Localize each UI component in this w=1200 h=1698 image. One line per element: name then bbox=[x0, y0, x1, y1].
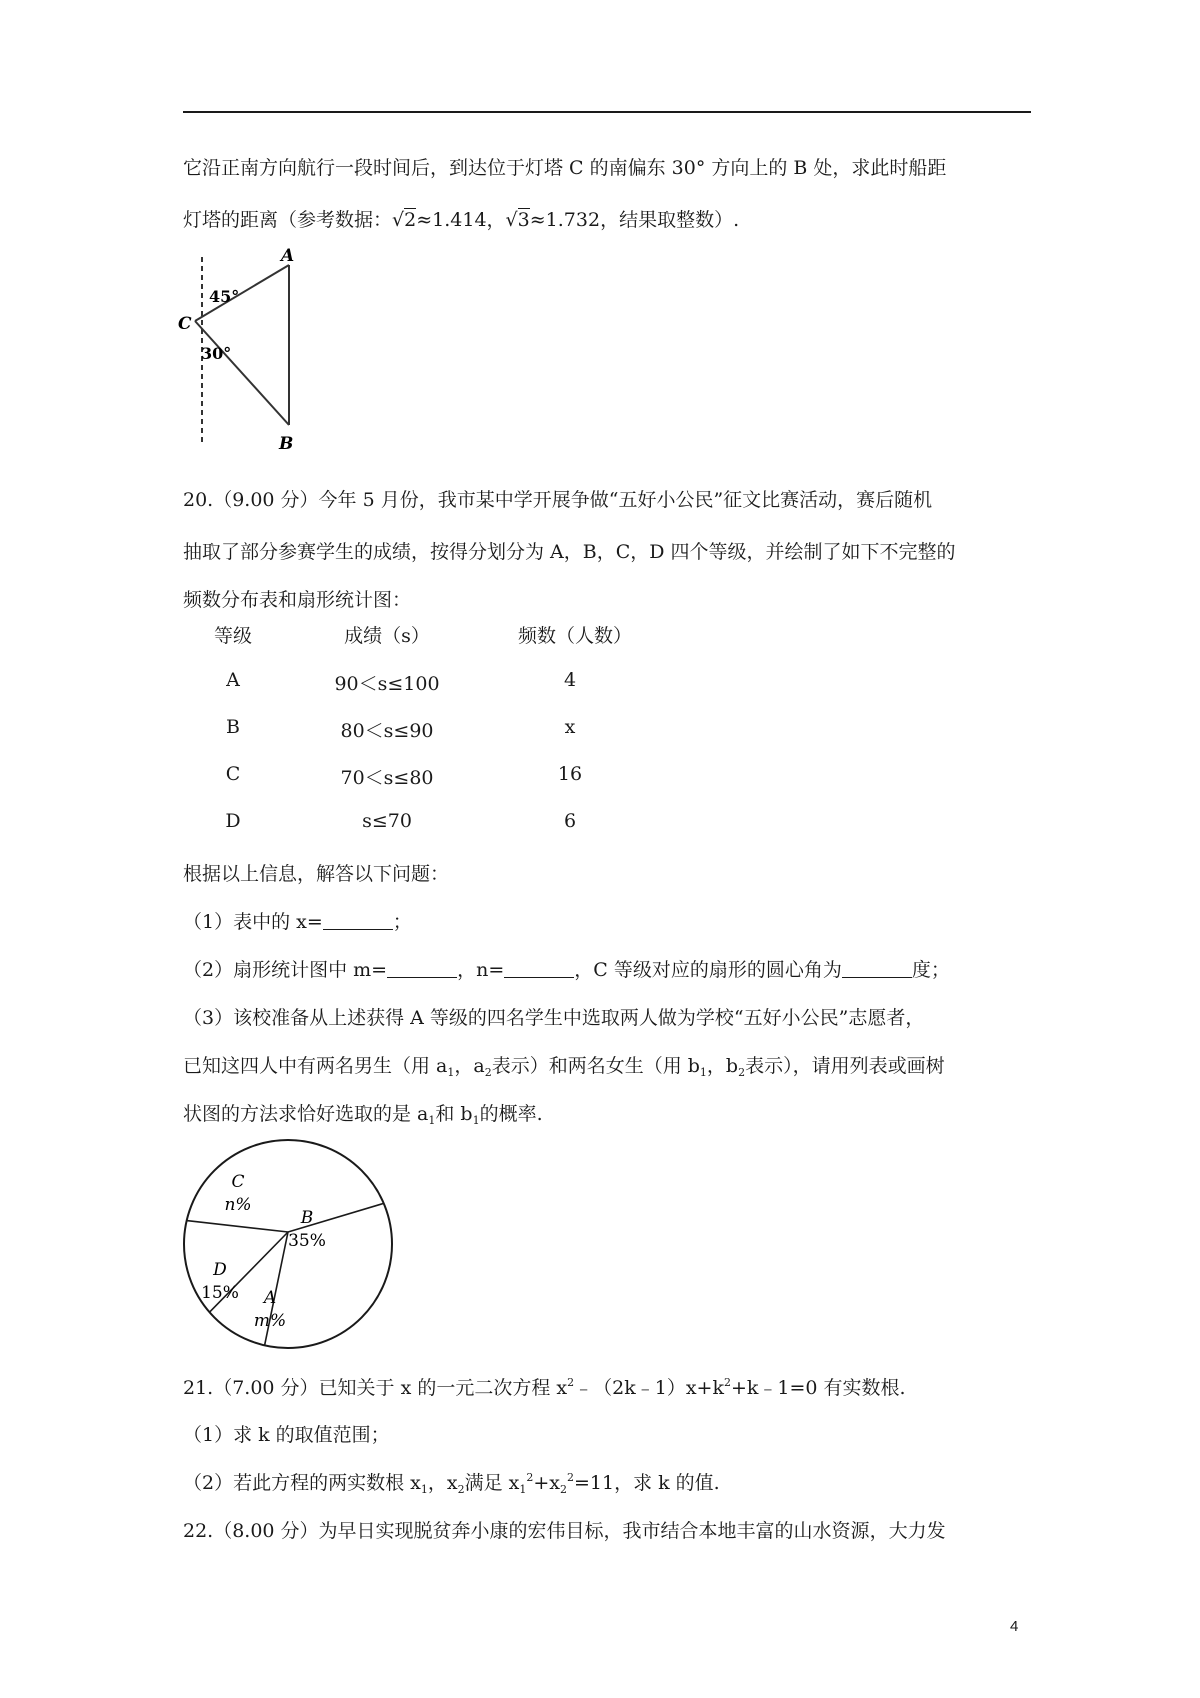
q20-line2: 抽取了部分参赛学生的成绩，按得分划分为 A，B，C，D 四个等级，并绘制了如下不完整的 bbox=[183, 541, 956, 563]
subscript: 2 bbox=[484, 1066, 492, 1079]
q21-text: =11，求 k 的值. bbox=[573, 1472, 720, 1494]
q21-part1: （1）求 k 的取值范围； bbox=[183, 1424, 390, 1446]
q20-line1: 20.（9.00 分）今年 5 月份，我市某中学开展争做“五好小公民”征文比赛活动，赛后随机 bbox=[183, 489, 933, 511]
q20-part3-text: 和 b bbox=[435, 1103, 473, 1125]
q20-part3-line3 bbox=[183, 1099, 543, 1127]
q19-line2 bbox=[183, 205, 739, 232]
pie-slice-label-c: C bbox=[231, 1172, 245, 1192]
table-cell: D bbox=[225, 810, 241, 832]
q20-part1-end: ； bbox=[392, 911, 412, 933]
q20-line3: 频数分布表和扇形统计图： bbox=[183, 589, 412, 611]
q20-part3-text: 已知这四人中有两名男生（用 a bbox=[183, 1055, 448, 1077]
pie-slice-label-a: A bbox=[263, 1288, 277, 1308]
superscript: 2 bbox=[566, 1471, 574, 1484]
pie-chart bbox=[175, 1135, 405, 1355]
pie-slice-percent-a: m% bbox=[253, 1311, 287, 1331]
q19-line1: 它沿正南方向航行一段时间后，到达位于灯塔 C 的南偏东 30° 方向上的 B 处，求此时船距 bbox=[183, 157, 947, 179]
sqrt2-radicand: 2 bbox=[404, 209, 417, 231]
q20-intro: 根据以上信息，解答以下问题： bbox=[183, 863, 450, 885]
q20-part2-n: ，n= bbox=[457, 959, 505, 981]
q20-part3-text: ，b bbox=[706, 1055, 739, 1077]
answer-blank bbox=[842, 959, 912, 978]
q21-part2 bbox=[183, 1468, 720, 1496]
subscript: 2 bbox=[559, 1483, 567, 1496]
table-header-score: 成绩（s） bbox=[344, 625, 430, 647]
q19-line2-text: 灯塔的距离（参考数据： bbox=[183, 209, 393, 231]
q21-text: ，x bbox=[427, 1472, 458, 1494]
q21-line1 bbox=[183, 1373, 906, 1400]
pie-slice-label-b: B bbox=[300, 1208, 314, 1228]
page-number: 4 bbox=[1010, 1618, 1019, 1635]
q22-line1: 22.（8.00 分）为早日实现脱贫奔小康的宏伟目标，我市结合本地丰富的山水资源，大力发 bbox=[183, 1520, 946, 1542]
q20-part2-end: 度； bbox=[911, 959, 950, 981]
sqrt2-value: ≈1.414， bbox=[416, 209, 506, 231]
point-a-label: A bbox=[281, 246, 295, 266]
angle-30-label: 30° bbox=[201, 344, 232, 363]
table-cell: 70＜s≤80 bbox=[340, 767, 434, 789]
table-cell: A bbox=[226, 669, 240, 691]
q20-part3-text: 的概率. bbox=[479, 1103, 543, 1125]
q20-part3-line1: （3）该校准备从上述获得 A 等级的四名学生中选取两人做为学校“五好小公民”志愿者， bbox=[183, 1007, 925, 1029]
table-header-frequency: 频数（人数） bbox=[517, 625, 632, 647]
pie-slice-label-d: D bbox=[213, 1260, 227, 1280]
table-cell: x bbox=[564, 716, 576, 738]
q20-part2-text: （2）扇形统计图中 m= bbox=[183, 959, 388, 981]
sqrt3-value: ≈1.732，结果取整数）. bbox=[529, 209, 740, 231]
q21-text: 满足 x bbox=[464, 1472, 520, 1494]
subscript: 1 bbox=[420, 1483, 428, 1496]
pie-slice-percent-b: 35% bbox=[288, 1231, 326, 1251]
point-c-label: C bbox=[178, 314, 192, 334]
table-cell: B bbox=[226, 716, 240, 738]
superscript: 2 bbox=[723, 1376, 731, 1389]
subscript: 1 bbox=[472, 1114, 480, 1127]
answer-blank bbox=[323, 911, 393, 930]
q21-text: +x bbox=[533, 1472, 560, 1494]
table-header-grade: 等级 bbox=[213, 625, 252, 647]
q20-part3-line2 bbox=[183, 1051, 945, 1079]
table-cell: C bbox=[225, 763, 241, 785]
q20-part3-text: 表示），请用列表或画树 bbox=[745, 1055, 945, 1077]
table-cell: 90＜s≤100 bbox=[334, 673, 440, 695]
superscript: 2 bbox=[567, 1376, 575, 1389]
q20-part2-angle: ，C 等级对应的扇形的圆心角为 bbox=[574, 959, 842, 981]
q20-part3-text: ，a bbox=[454, 1055, 485, 1077]
q20-part1 bbox=[183, 907, 412, 934]
pie-slice-percent-d: 15% bbox=[201, 1283, 239, 1303]
q20-part3-text: 状图的方法求恰好选取的是 a bbox=[183, 1103, 429, 1125]
table-cell: 4 bbox=[563, 669, 577, 691]
point-b-label: B bbox=[279, 434, 294, 454]
table-cell: 80＜s≤90 bbox=[340, 720, 434, 742]
subscript: 1 bbox=[699, 1066, 707, 1079]
subscript: 1 bbox=[428, 1114, 436, 1127]
answer-blank bbox=[387, 959, 457, 978]
table-cell: 16 bbox=[557, 763, 583, 785]
lighthouse-figure bbox=[175, 245, 315, 455]
answer-blank bbox=[504, 959, 574, 978]
subscript: 1 bbox=[447, 1066, 455, 1079]
sqrt-symbol: √ bbox=[392, 209, 405, 231]
table-cell: s≤70 bbox=[362, 810, 412, 832]
subscript: 2 bbox=[457, 1483, 465, 1496]
q21-text: ﹣（2k﹣1）x+k bbox=[574, 1377, 724, 1399]
sqrt-symbol: √ bbox=[505, 209, 518, 231]
subscript: 2 bbox=[738, 1066, 746, 1079]
header-rule bbox=[183, 111, 1031, 113]
superscript: 2 bbox=[526, 1471, 534, 1484]
segment-cb bbox=[195, 321, 289, 425]
q21-text: 21.（7.00 分）已知关于 x 的一元二次方程 x bbox=[183, 1377, 568, 1399]
sqrt3-radicand: 3 bbox=[517, 209, 530, 231]
q20-part2 bbox=[183, 955, 950, 982]
q20-part1-text: （1）表中的 x= bbox=[183, 911, 323, 933]
table-cell: 6 bbox=[563, 810, 577, 832]
q21-text: +k﹣1=0 有实数根. bbox=[730, 1377, 906, 1399]
pie-slice-percent-c: n% bbox=[224, 1195, 252, 1215]
q20-part3-text: 表示）和两名女生（用 b bbox=[491, 1055, 700, 1077]
angle-45-label: 45° bbox=[209, 287, 240, 306]
subscript: 1 bbox=[519, 1483, 527, 1496]
q21-text: （2）若此方程的两实数根 x bbox=[183, 1472, 421, 1494]
